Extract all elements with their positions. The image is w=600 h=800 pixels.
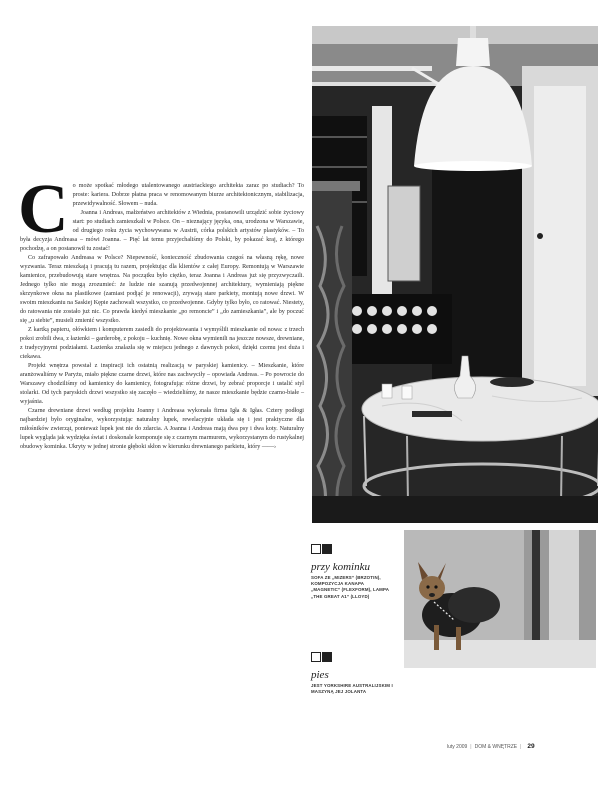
caption-fireplace — [311, 540, 393, 600]
living-room-illustration — [312, 26, 598, 523]
living-room-photo — [312, 26, 598, 523]
article-paragraph: Projekt wnętrza powstał z inspiracji ich ostatnią realizacją w paryskiej kamienicy. – Mieszkanie, które aranżowaliśmy w Paryżu, miało piękne czarne drzwi, które nas zachwyciły – opowiada Andreas. – Po powrocie do Warszawy chodziliśmy od kamienicy do kamienicy, fotografując różne drzwi, by zebrać proporcje i ustalić styl stolarki. Od tych paryskich drzwi wszystko się zaczęło – wiedzieliśmy, że nasze mieszkanie będzie czarno-białe – wyjaśnia. — [20, 363, 304, 405]
footer-magazine: DOM & WNĘTRZE — [474, 744, 518, 750]
caption-body: SOFA ZE „MIZERS” (BRZOTIN), KOMPOZYCJA KANAPA „MAGNETIC” (FLEXFORM), LAMPA „THE GREAT A1” (LLOYD) — [311, 575, 389, 599]
article-paragraph: Co zafrapowało Andreasa w Polsce? Niepewność, konieczność zbudowania czegoś na własną rękę, nowe wyzwania. Teraz mieszkają i pracują tu razem, projektując dla klientów z całej Europy. Remontują w Warszawie kamienice, przebudowują stare wnętrza. Na początku było ciężko, teraz Joanna i Andreas już się przyzwyczaili. Jednego tylko nie mogą zrozumieć: że ludzie nie szanują przedwojennej architektury, wymieniają piękne skrzynkowe okna na plastikowe (zamiast podjąć je renowacji), zrywają stare parkiety, montują nowe drzwi. W swoim mieszkaniu na Saskiej Kępie zachowali wszystko, co przedwojenne. Gdyby tylko było, co ratować. Niestety, do ratowania nie zostało już nic. Co prawda kiedyś mieszkanie „po remoncie” i „do zamieszkania”, ale by poczuć się „u siebie”, musieli zmienić wszystko. — [20, 255, 304, 324]
caption-square-filled-icon — [322, 652, 332, 662]
article-paragraph: o może spotkać młodego utalentowanego austriackiego architekta zaraz po studiach? To proste: kariera. Dobrze płatna praca w renomowanym biurze architektonicznym, stabilizacja, przewidywalność. Słowem – nuda. — [72, 183, 304, 207]
dog-photo — [404, 530, 596, 668]
drop-cap: C — [18, 171, 69, 248]
caption-square-filled-icon — [322, 544, 332, 554]
article-paragraph: Joanna i Andreas, małżeństwo architektów z Wiednia, postanowili urządzić sobie życiowy start: po studiach zamieszkali w Polsce. On – nieznający języka, ona, urodzona w Warszawie, od drugiego roku życia wychowywana w Austrii, córka polskich artystów plastyków. – To była decyzja Andreasa – mówi Joanna. – Pięć lat temu przyjechaliśmy do Polski, by pokazać kraj, z którego pochodzę, a on postanowił tu zostać! — [20, 210, 304, 252]
caption-square-icon — [311, 652, 321, 662]
caption-title: pies — [311, 669, 329, 681]
page-number: 29 — [527, 743, 535, 750]
footer-date: luty 2009 — [447, 744, 468, 750]
article-paragraph: Z kartką papieru, ołówkiem i komputerem zasiedli do projektowania i wymyślili mieszkanie od nowa: z trzech pokoi zrobili dwa, z łazienki – garderobę, z pokoju – kuchnię. Nowe okna wymienili na jeszcze nowsze, drewniane, z tradycyjnymi podziałami. Łazienka znalazła się w miejscu jednego z dawnych pokoi, dzięki czemu jest duża i ciekawa. — [20, 327, 304, 360]
caption-body: JEST YORKSHIRE AUSTRALIJSKIM I MASZYNĄ JEJ JOLANTA — [311, 683, 393, 695]
page-footer: luty 2009 | DOM & WNĘTRZE | 29 — [447, 743, 535, 750]
article-paragraph: Czarne drewniane drzwi według projektu Joanny i Andreasa wykonała firma Igła & Igłas. Cztery podłogi najbardziej było oryginalne, wykorzystując naturalny lupek, rewelacyjnie układa się i jest praktyczne dla miłośników zwierząt, ponieważ lupek jest nie do zdarcia. A Joanna i Andreas mają dwa psy i dwa koty. Naturalny lupek wygląda jak wydzięka świat i doskonale komponuje się z czarnym marmurem, wykorzystanym do rustykalnej obudowy kominka. Ukryty w jednej stronie głęboki skłon w kierunku drewnianego parkietu, który ——› — [20, 408, 304, 450]
caption-title: przy kominku — [311, 561, 370, 573]
article-text-column — [18, 171, 304, 452]
dog-illustration — [404, 530, 596, 668]
caption-dog — [311, 648, 393, 695]
caption-square-icon — [311, 544, 321, 554]
